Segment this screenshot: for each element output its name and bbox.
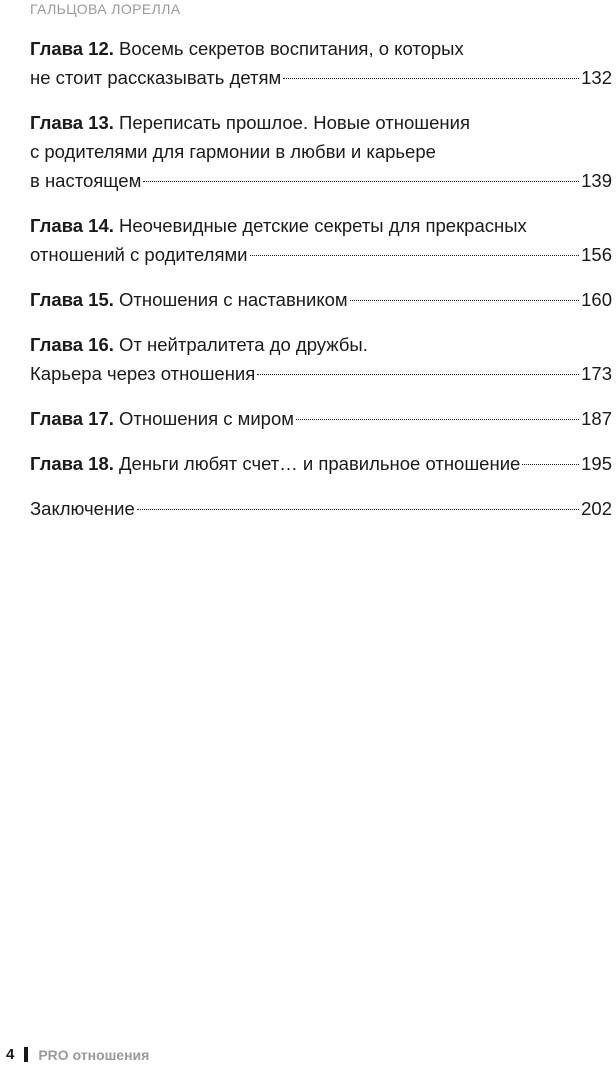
toc-entry-line <box>30 108 612 137</box>
toc-entry-line: с родителями для гармонии в любви и карьере <box>30 141 436 162</box>
footer-book-title: PRO отношения <box>38 1046 150 1063</box>
toc-entry-chapter-12 <box>30 34 612 92</box>
toc-entry-title-part: Переписать прошлое. Новые отношения <box>119 112 470 133</box>
page-number: 202 <box>581 498 612 519</box>
page-number: 156 <box>581 244 612 265</box>
toc-entry-chapter-18 <box>30 449 612 478</box>
chapter-label: Глава 17. <box>30 408 114 429</box>
toc-entry-last-line <box>30 285 612 314</box>
chapter-label: Глава 14. <box>30 215 114 236</box>
page-number: 173 <box>581 363 612 384</box>
toc-entry-line <box>30 211 612 240</box>
chapter-label: Глава 16. <box>30 334 114 355</box>
toc-entry-title-end: отношений с родителями <box>30 244 248 265</box>
running-header: ГАЛЬЦОВА ЛОРЕЛЛА <box>30 1 181 17</box>
toc-entry-title-end: не стоит рассказывать детям <box>30 67 282 88</box>
toc-entry-last-line <box>30 494 612 523</box>
dot-leader <box>250 255 580 256</box>
chapter-label: Глава 18. <box>30 453 114 474</box>
dot-leader <box>283 78 579 79</box>
dot-leader <box>522 464 579 465</box>
toc-entry-last-line <box>30 404 612 433</box>
page-number: 132 <box>581 67 612 88</box>
toc-entry-chapter-14 <box>30 211 612 269</box>
toc-entry-title-part: Восемь секретов воспитания, о которых <box>119 38 464 59</box>
toc-entry-title-end: Карьера через отношения <box>30 363 256 384</box>
chapter-label: Глава 12. <box>30 38 114 59</box>
toc-entry-title-end: Заключение <box>30 498 135 519</box>
dot-leader <box>137 509 579 510</box>
toc-entry-chapter-13 <box>30 108 612 195</box>
toc-entry-line <box>30 34 612 63</box>
toc-entry-chapter-15 <box>30 285 612 314</box>
toc-entry-title-part: От нейтралитета до дружбы. <box>119 334 368 355</box>
chapter-label: Глава 15. <box>30 289 114 310</box>
toc-entry-last-line <box>30 449 612 478</box>
dot-leader <box>296 419 579 420</box>
toc-entry-last-line <box>30 359 612 388</box>
dot-leader <box>257 374 579 375</box>
toc-entry-last-line <box>30 240 612 269</box>
toc-entry-last-line <box>30 63 612 92</box>
dot-leader <box>143 181 579 182</box>
toc-entry-chapter-17 <box>30 404 612 433</box>
toc-entry-conclusion <box>30 494 612 523</box>
toc-entry-title-end: в настоящем <box>30 170 142 191</box>
page-number: 139 <box>581 170 612 191</box>
page-number: 195 <box>581 453 612 474</box>
toc-entry-line <box>30 330 612 359</box>
page-footer <box>6 1046 149 1063</box>
chapter-label: Глава 13. <box>30 112 114 133</box>
toc-entry-chapter-16 <box>30 330 612 388</box>
toc-entry-title-part: Неочевидные детские секреты для прекрасных <box>119 215 527 236</box>
toc-entry-title-end: Отношения с наставником <box>119 289 348 310</box>
table-of-contents <box>30 34 612 539</box>
footer-page-number: 4 <box>6 1046 15 1063</box>
dot-leader <box>350 300 579 301</box>
toc-entry-title-end: Деньги любят счет… и правильное отношение <box>119 453 521 474</box>
page-number: 160 <box>581 289 612 310</box>
toc-entry-last-line <box>30 166 612 195</box>
footer-separator <box>24 1047 28 1062</box>
toc-entry-title-end: Отношения с миром <box>119 408 294 429</box>
page-number: 187 <box>581 408 612 429</box>
